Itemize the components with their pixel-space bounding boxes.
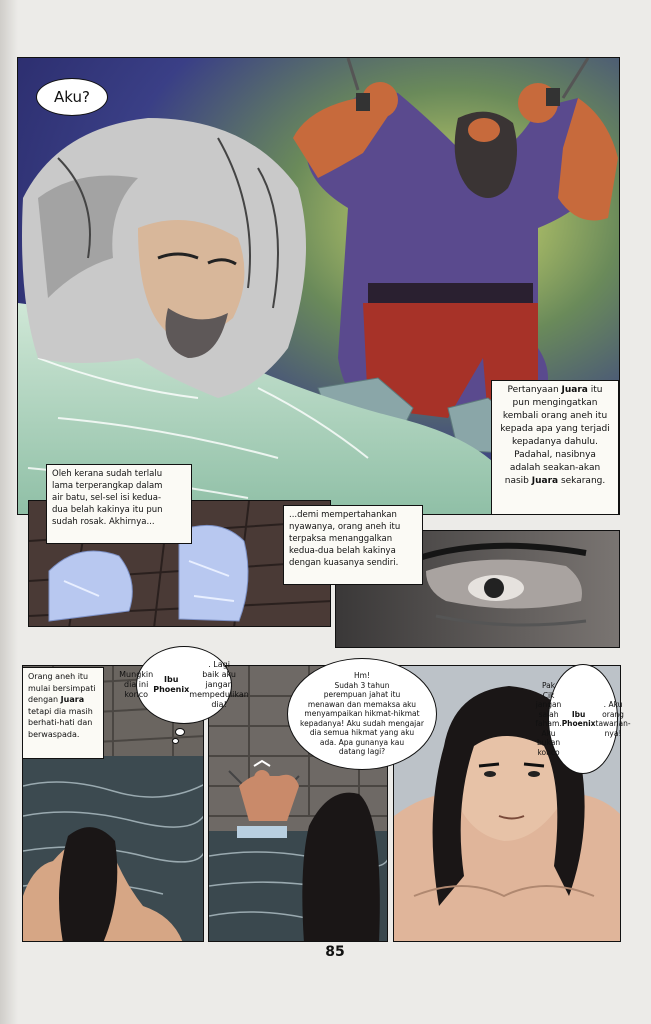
caption-pertanyaan-juara-segment: Juara	[561, 385, 588, 395]
caption-pertanyaan-juara-segment: sekarang.	[558, 476, 606, 486]
thought-trail-dot-1	[175, 728, 185, 736]
thought-bubble-mungkin-segment: Mungkin dia ini konco	[119, 670, 154, 699]
caption-pertanyaan-juara-segment: itu pun mengingatkan kembali orang aneh itu kepada apa yang terjadi kepadanya dahulu. Padahal, nasibnya adalah seakan-akan nasib	[500, 385, 610, 486]
caption-pertanyaan-juara	[491, 380, 619, 515]
speech-bubble-pak-cik-segment: Ibu Phoenix	[561, 709, 596, 728]
speech-bubble-pak-cik	[535, 664, 631, 774]
page-number: 85	[325, 944, 345, 960]
thought-bubble-mungkin-segment: . Lagi baik aku jangan mempedulikan dia!	[189, 660, 249, 709]
thought-trail-dot-2	[172, 738, 179, 744]
caption-oleh-kerana: Oleh kerana sudah terlalu lama terperangkap dalam air batu, sel-sel isi kedua- dua belah kakinya itu pun sudah rosak. Akhirnya...	[46, 464, 192, 544]
speech-bubble-pak-cik-segment: . Aku orang tawanan- nya!	[595, 700, 631, 738]
caption-orang-aneh-segment: Orang aneh itu mulai bersimpati dengan	[28, 672, 96, 704]
thought-bubble-mungkin	[119, 646, 249, 724]
thought-bubble-mungkin-segment: Ibu Phoenix	[153, 675, 190, 694]
page-gutter-shadow	[0, 0, 18, 1024]
speech-bubble-pak-cik-segment: Pak Cik jangan salah faham. Aku bukan konco	[535, 681, 562, 757]
panel-1	[17, 57, 620, 515]
speech-bubble-hm: Hm! Sudah 3 tahun perempuan jahat itu menawan dan memaksa aku menyampaikan hikmat-hikmat kepadanya! Aku sudah mengajar dia semua hikmat yang aku ada. Apa gunanya kau datang lagi?	[287, 658, 437, 770]
caption-pertanyaan-juara-segment: Juara	[531, 476, 559, 486]
caption-demi-mempertahankan: ...demi mempertahankan nyawanya, orang aneh itu terpaksa menanggalkan kedua-dua belah kakinya dengan kuasanya sendiri.	[283, 505, 423, 585]
caption-orang-aneh-segment: Juara	[60, 695, 85, 704]
speech-bubble-aku: Aku?	[36, 78, 108, 116]
caption-pertanyaan-juara-segment: Pertanyaan	[507, 385, 562, 395]
caption-orang-aneh	[22, 667, 104, 759]
caption-orang-aneh-segment: tetapi dia masih berhati-hati dan berwaspada.	[28, 706, 93, 739]
